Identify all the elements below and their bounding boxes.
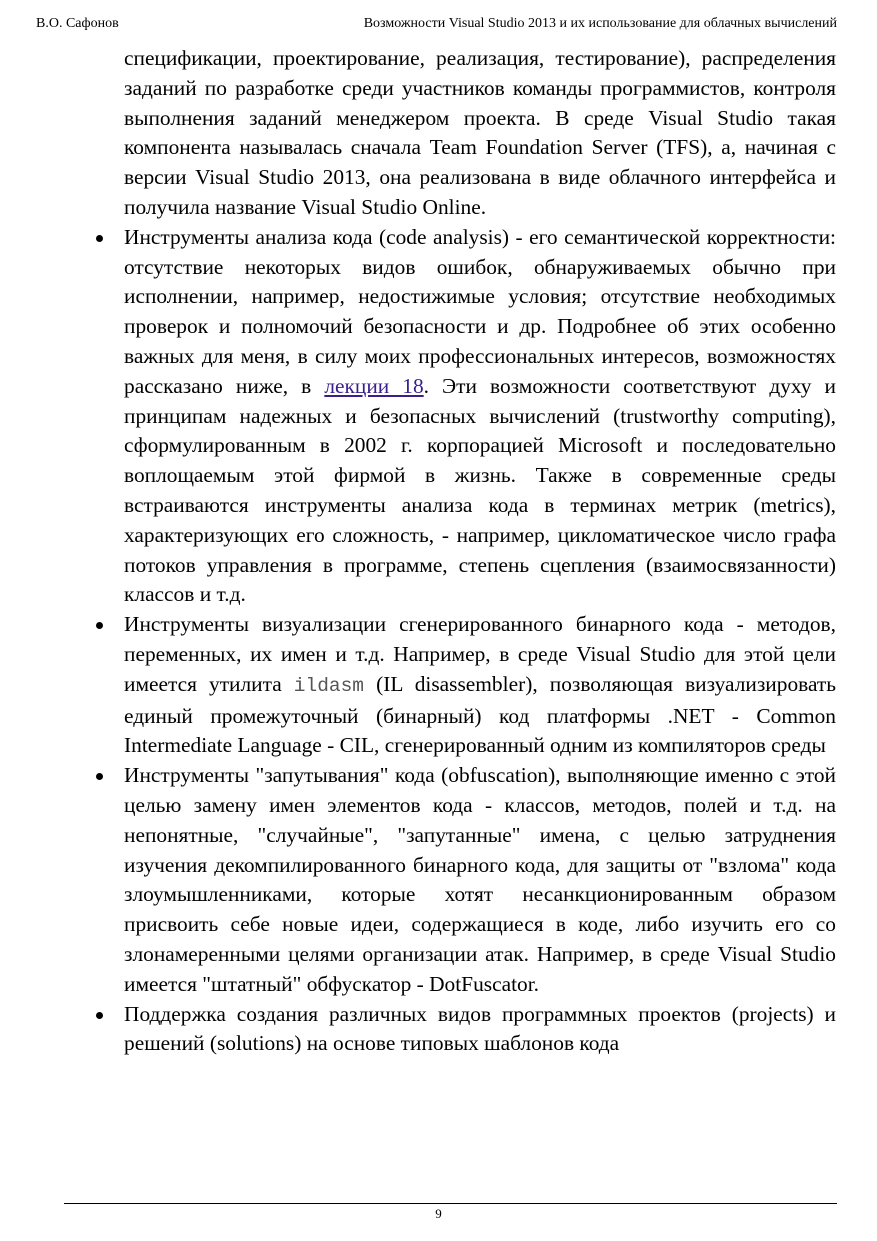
bullet-icon: [96, 622, 103, 629]
running-header: [36, 16, 837, 36]
list-item-text: Поддержка создания различных видов программных проектов (projects) и решений (solutions) на основе типовых шаблонов кода: [124, 1001, 836, 1056]
header-author: В.О. Сафонов: [36, 16, 119, 31]
list-item-text: . Эти возможности соответствуют духу и принципам надежных и безопасных вычислений (trustworthy computing), сформулированным в 2002 г. корпорацией Microsoft и последовательно воплощаемым этой фирмой в жизнь. Также в современные среды встраиваются инструменты анализа кода в терминах метрик (metrics), характеризующих его сложность, - например, цикломатическое число графа потоков управления в программе, степень сцепления (взаимосвязанности) классов и т.д.: [124, 373, 836, 607]
code-ildasm: ildasm: [293, 674, 365, 697]
footer-divider: [64, 1203, 837, 1204]
list-item-text: Инструменты "запутывания" кода (obfuscation), выполняющие именно с этой целью замену имен элементов кода - классов, методов, полей и т.д. на непонятные, "случайные", "запутанные" имена, с целью затруднения изучения декомпилированного бинарного кода, для защиты от "взлома" кода злоумышленниками, которые хотят несанкционированным образом присвоить себе новые идеи, содержащиеся в коде, либо изучить его со злонамеренными целями организации атак. Например, в среде Visual Studio имеется "штатный" обфускатор - DotFuscator.: [124, 763, 836, 996]
page-body: [124, 44, 836, 1059]
list-item-obfuscation: [124, 761, 836, 999]
bullet-icon: [96, 773, 103, 780]
list-item-visualization: [124, 610, 836, 761]
bullet-icon: [96, 235, 103, 242]
list-item-text: (IL disassembler), позволяющая визуализировать единый промежуточный (бинарный) код платформы .NET - Common Intermediate Language - CIL, сгенерированный одним из компиляторов среды: [124, 671, 836, 758]
page-number: 9: [435, 1206, 442, 1221]
intro-paragraph: спецификации, проектирование, реализация, тестирование), распределения заданий по разработке среди участников команды программистов, контроля выполнения заданий менеджером проекта. В среде Visual Studio такая компонента называлась сначала Team Foundation Server (TFS), а, начиная с версии Visual Studio 2013, она реализована в виде облачного интерфейса и получила название Visual Studio Online.: [124, 46, 836, 219]
lecture-18-link[interactable]: лекции 18: [324, 373, 424, 398]
header-title: Возможности Visual Studio 2013 и их использование для облачных вычислений: [363, 16, 837, 31]
list-item-project-templates: [124, 1000, 836, 1060]
bullet-list: [124, 223, 836, 1059]
bullet-icon: [96, 1012, 103, 1019]
list-item-text: Инструменты анализа кода (code analysis) - его семантической корректности: отсутствие некоторых видов ошибок, обнаруживаемых обычно при исполнении, например, недостижимые условия; отсутствие необходимых проверок и полномочий безопасности и др. Подробнее об этих особенно важных для меня, в силу моих профессиональных интересов, возможностях рассказано ниже, в: [124, 224, 836, 398]
list-item-text: Инструменты визуализации сгенерированного бинарного кода - методов, переменных, их имен и т.д. Например, в среде Visual Studio для этой цели имеется утилита: [124, 612, 836, 696]
list-item-code-analysis: [124, 223, 836, 610]
